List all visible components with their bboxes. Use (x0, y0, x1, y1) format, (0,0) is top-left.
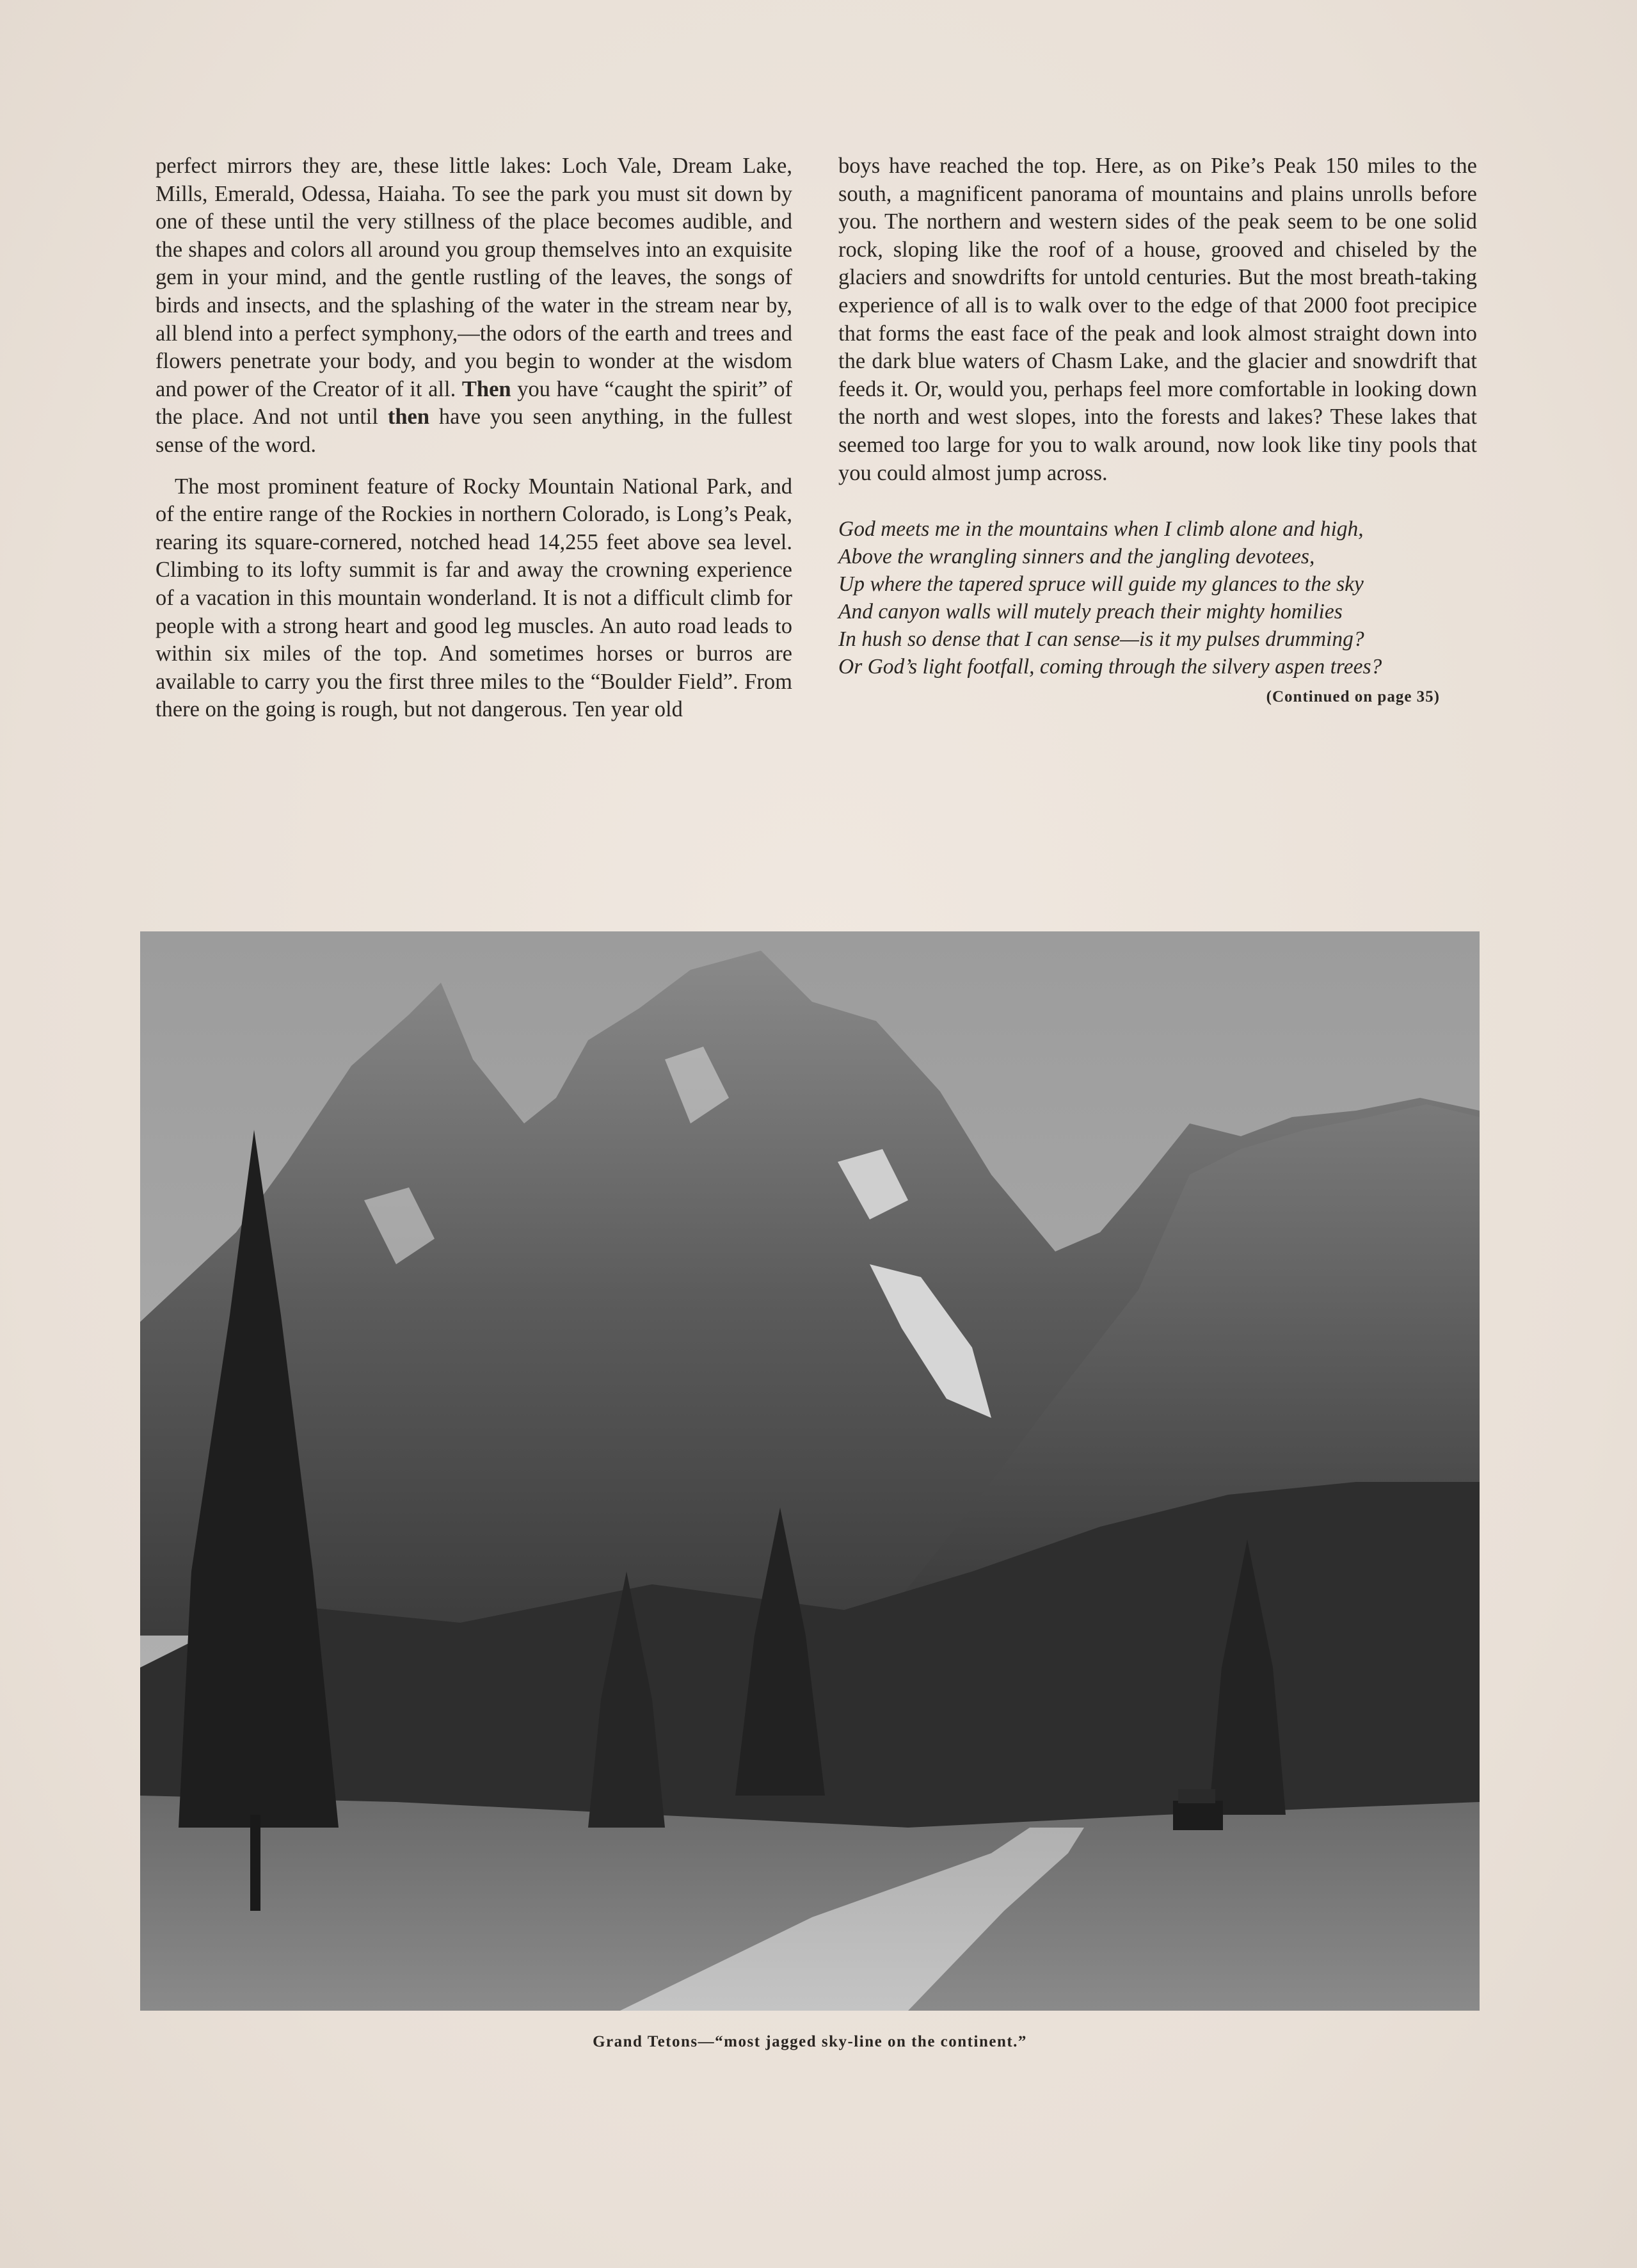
left-paragraph-1: perfect mirrors they are, these little lakes: Loch Vale, Dream Lake, Mills, Emerald, Odessa, Haiaha. To see the park you must sit down by one of these until the very stillness of the place becomes audible, and the shapes and colors all around you group themselves into an exquisite gem in your mind, and the gentle rustling of the leaves, the songs of birds and insects, and the splashing of the water in the stream near by, all blend into a perfect symphony,—the odors of the earth and trees and flowers penetrate your body, and you begin to wonder at the wisdom and power of the Creator of it all. Then you have “caught the spirit” of the place. And not until then have you seen anything, in the fullest sense of the word. (156, 154, 792, 457)
photo-caption: Grand Tetons—“most jagged sky-line on the continent.” (593, 2033, 1027, 2050)
right-text-column (838, 152, 1477, 711)
poem-verse: And canyon walls will mutely preach their mighty homilies (838, 600, 1343, 624)
poem-block (838, 518, 1477, 678)
right-paragraph-1: boys have reached the top. Here, as on Pike’s Peak 150 miles to the south, a magnificent panorama of mountains and plains unrolls before you. The northern and western sides of the peak seem to be one solid rock, sloping like the roof of a house, grooved and chiseled by the glaciers and snowdrifts for untold centuries. But the most breath-taking experience of all is to walk over to the edge of that 2000 foot precipice that forms the east face of the peak and look almost straight down into the dark blue waters of Chasm Lake, and the glacier and snowdrift that feeds it. Or, would you, perhaps feel more comfortable in looking down the north and west slopes, into the forests and lakes? These lakes that seemed too large for you to walk around, now look like tiny pools that you could almost jump across. (838, 154, 1477, 485)
poem-verse: Or God’s light footfall, coming through the silvery aspen trees? (838, 655, 1382, 679)
continued-notice: (Continued on page 35) (1266, 688, 1440, 706)
grand-tetons-photo (140, 931, 1480, 2011)
poem-verse: Up where the tapered spruce will guide my glances to the sky (838, 572, 1364, 597)
emphasis-then-lower: then (387, 405, 430, 430)
poem-verse: God meets me in the mountains when I climb alone and high, (838, 517, 1364, 542)
poem-verse: In hush so dense that I can sense—is it my pulses drumming? (838, 627, 1364, 652)
emphasis-then: Then (461, 376, 511, 401)
poem-verse: Above the wrangling sinners and the jangling devotees, (838, 545, 1315, 569)
left-paragraph-2: The most prominent feature of Rocky Mountain National Park, and of the entire range of the Rockies in northern Colorado, is Long’s Peak, rearing its square-cornered, notched head 14,255 feet above sea level. Climbing to its lofty summit is far and away the crowning experience of a vacation in this mountain wonderland. It is not a difficult climb for people with a strong heart and good leg muscles. An auto road leads to within six miles of the top. And sometimes horses or burros are available to carry you the first three miles to the “Boulder Field”. From there on the going is rough, but not dangerous. Ten year old (156, 474, 792, 722)
left-text-column (156, 152, 792, 724)
